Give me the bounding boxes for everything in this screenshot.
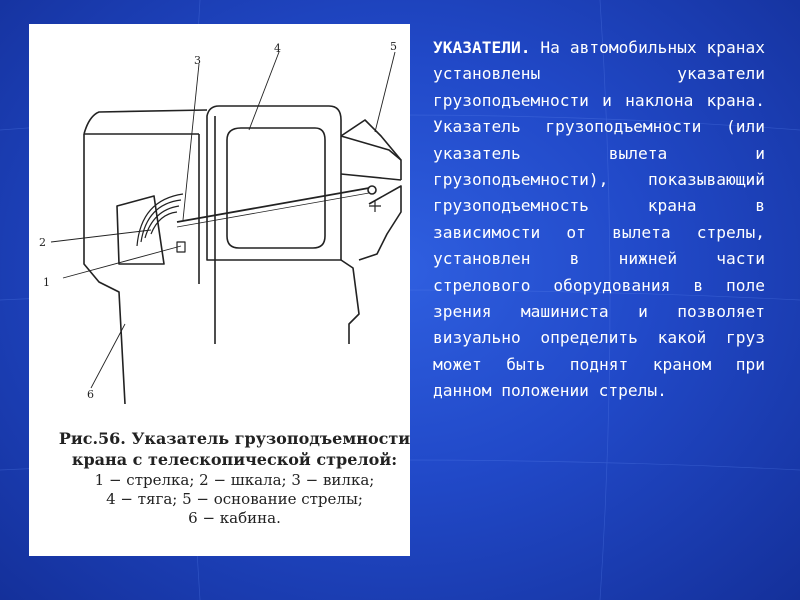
slide-text bbox=[433, 35, 765, 405]
callout-label-6: 6 bbox=[87, 388, 94, 401]
caption-legend-line2: 4 − тяга; 5 − основание стрелы; bbox=[106, 490, 363, 508]
callout-label-3: 3 bbox=[194, 54, 201, 67]
caption-title-line1: Рис.56. Указатель грузоподъемности bbox=[58, 429, 411, 448]
slide-body: На автомобильных кранах установлены указатели грузоподъемности и наклона крана. Указатель грузоподъемности (или указатель вылета и грузоподъемности), показывающий грузоподъемность крана в зависимости от вылета стрелы, установлен в нижней части стрелового оборудования в поле зрения машиниста и позволяет визуально определить какой груз может быть поднят краном при данном положении стрелы. bbox=[433, 38, 765, 401]
callout-label-2: 2 bbox=[39, 236, 46, 249]
callout-label-4: 4 bbox=[274, 42, 281, 55]
callout-label-1: 1 bbox=[43, 276, 50, 289]
figure-panel bbox=[29, 24, 410, 556]
caption-legend-line1: 1 − стрелка; 2 − шкала; 3 − вилка; bbox=[94, 471, 375, 489]
figure-caption bbox=[57, 428, 412, 528]
crane-cab-drawing bbox=[29, 24, 410, 404]
slide-heading: УКАЗАТЕЛИ. bbox=[433, 38, 531, 57]
caption-legend-line3: 6 − кабина. bbox=[188, 509, 281, 527]
callout-label-5: 5 bbox=[390, 40, 397, 53]
caption-title-line2: крана с телескопической стрелой: bbox=[71, 450, 398, 469]
